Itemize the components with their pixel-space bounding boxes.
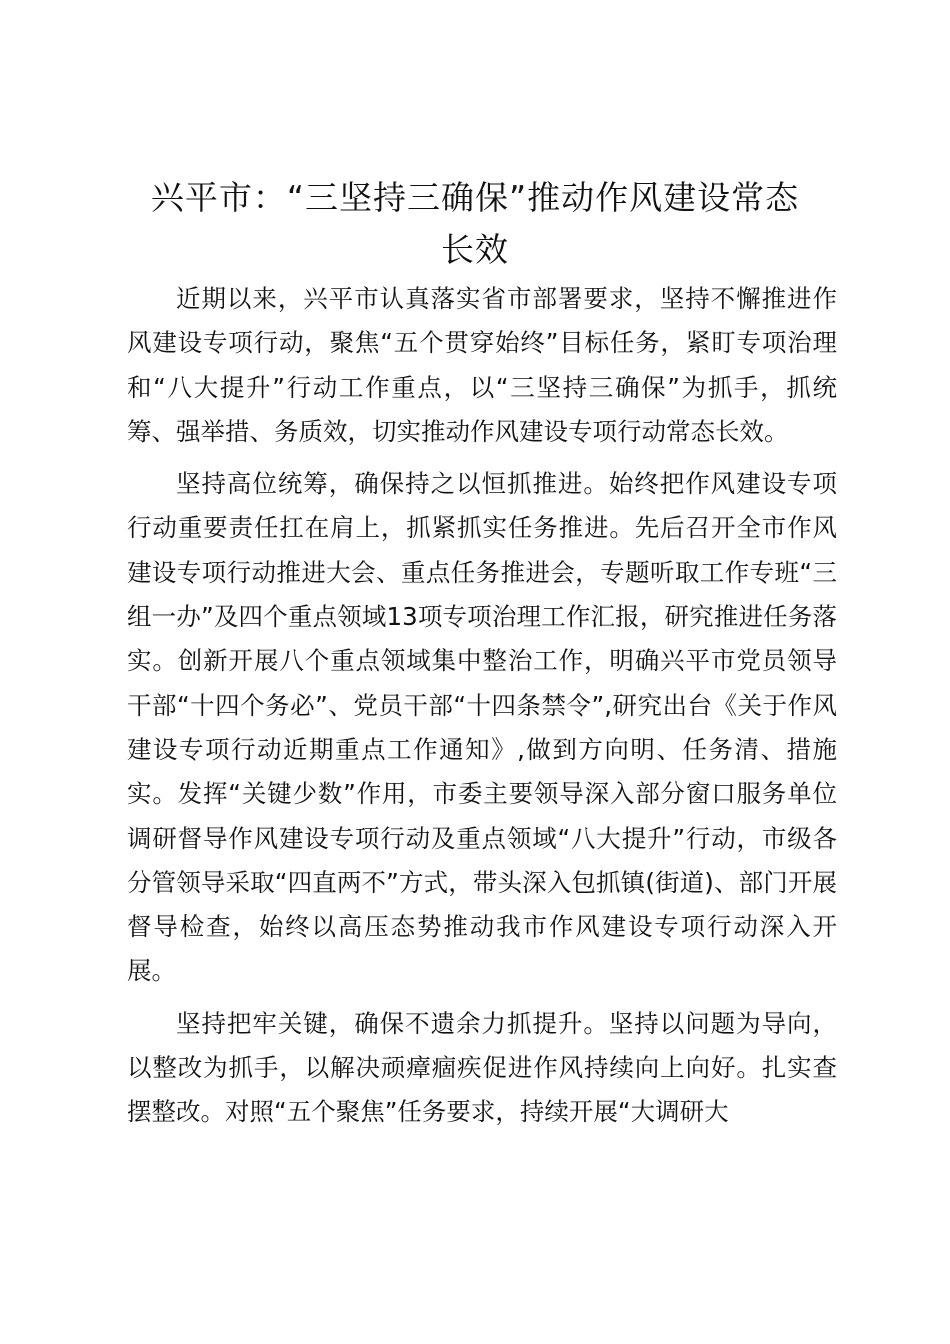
paragraph-coordination: 坚持高位统筹，确保持之以恒抓推进。始终把作风建设专项行动重要责任扛在肩上，抓紧抓实任务推进。先后召开全市作风建设专项行动推进大会、重点任务推进会，专题听取工作专班“三组一办”及四个重点领域13项专项治理工作汇报，研究推进任务落实。创新开展八个重点领域集中整治工作，明确兴平市党员领导干部“十四个务必”、党员干部“十四条禁令”,研究出台《关于作风建设专项行动近期重点工作通知》,做到方向明、任务清、措施实。发挥“关键少数”作用，市委主要领导深入部分窗口服务单位调研督导作风建设专项行动及重点领域“八大提升”行动，市级各分管领导采取“四直两不”方式，带头深入包抓镇(街道)、部门开展督导检查，始终以高压态势推动我市作风建设专项行动深入开展。 <box>127 469 837 986</box>
document-title <box>110 172 840 276</box>
document-body <box>127 277 837 1135</box>
title-line-1: 兴平市：“三坚持三确保”推动作风建设常态 <box>150 178 800 217</box>
title-line-2: 长效 <box>441 230 509 269</box>
paragraph-key-points: 坚持把牢关键，确保不遗余力抓提升。坚持以问题为导向，以整改为抓手，以解决顽瘴痼疾促进作风持续向上向好。扎实查摆整改。对照“五个聚焦”任务要求，持续开展“大调研大 <box>127 1008 837 1127</box>
paragraph-intro: 近期以来，兴平市认真落实省市部署要求，坚持不懈推进作风建设专项行动，聚焦“五个贯穿始终”目标任务，紧盯专项治理和“八大提升”行动工作重点，以“三坚持三确保”为抓手，抓统筹、强举措、务质效，切实推动作风建设专项行动常态长效。 <box>127 284 837 446</box>
